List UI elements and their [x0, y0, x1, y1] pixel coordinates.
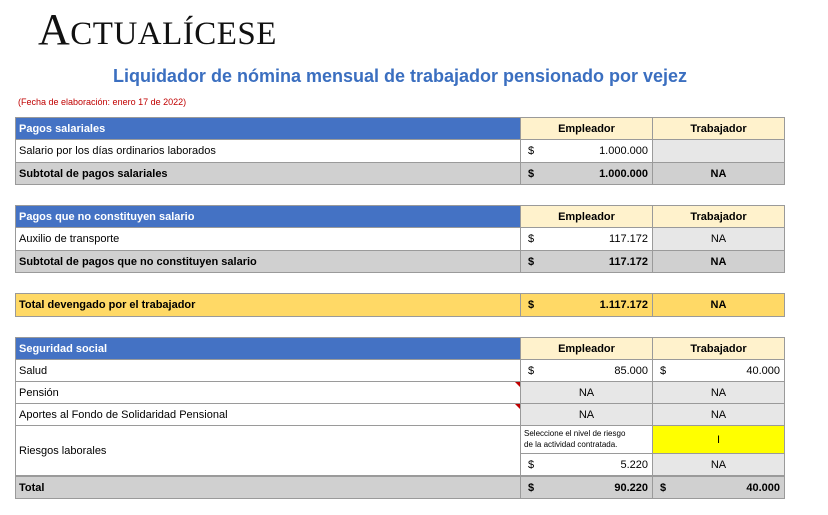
devengado-empleador: [520, 293, 653, 317]
no-salariales-header: Pagos que no constituyen salario: [15, 205, 521, 228]
riesgos-trabajador: NA: [652, 453, 785, 476]
pension-label-cell: [15, 381, 521, 404]
currency-sign: $: [528, 458, 535, 471]
no-salariales-col-trabajador: Trabajador: [652, 205, 785, 228]
salario-row: [15, 139, 785, 162]
currency-sign: $: [528, 233, 535, 245]
actualicese-logo: [38, 4, 277, 55]
salud-row: [15, 359, 785, 381]
salud-label: Salud: [15, 359, 521, 382]
comment-marker-icon[interactable]: [515, 382, 520, 387]
salario-empleador-cell[interactable]: [520, 139, 653, 163]
riesgos-empleador-stack: [520, 425, 653, 476]
devengado-empleador-value: 1.117.172: [599, 299, 648, 311]
auxilio-row: [15, 227, 785, 250]
no-salariales-subtotal-empleador: [520, 250, 653, 273]
currency-sign: $: [660, 364, 667, 377]
auxilio-trabajador: NA: [652, 227, 785, 251]
salariales-header-row: [15, 117, 785, 139]
fondo-label-cell: [15, 403, 521, 426]
salud-empleador-value: 85.000: [614, 364, 648, 377]
salario-label: Salario por los días ordinarios laborados: [15, 139, 521, 163]
salariales-col-empleador: Empleador: [520, 117, 653, 140]
salariales-subtotal-label: Subtotal de pagos salariales: [15, 162, 521, 185]
no-salariales-col-empleador: Empleador: [520, 205, 653, 228]
pension-label: Pensión: [19, 386, 59, 399]
auxilio-empleador-cell[interactable]: [520, 227, 653, 251]
total-row: [15, 476, 785, 498]
pension-row: [15, 381, 785, 403]
no-salariales-header-row: [15, 205, 785, 227]
logo-initial: A: [38, 5, 71, 54]
seguridad-col-trabajador: Trabajador: [652, 337, 785, 360]
no-salariales-subtotal-row: [15, 250, 785, 272]
no-salariales-subtotal-trabajador: NA: [652, 250, 785, 273]
salud-trabajador-cell[interactable]: [652, 359, 785, 382]
total-trabajador: [652, 476, 785, 499]
currency-sign: $: [528, 299, 535, 311]
riesgo-level-select[interactable]: I: [652, 425, 785, 454]
riesgos-row: [15, 425, 785, 476]
pension-empleador: NA: [520, 381, 653, 404]
salario-empleador-value: 1.000.000: [599, 145, 648, 157]
elaboration-date: (Fecha de elaboración: enero 17 de 2022): [18, 97, 187, 107]
currency-sign: $: [660, 481, 667, 494]
salario-trabajador-cell: [652, 139, 785, 163]
comment-marker-icon[interactable]: [515, 404, 520, 409]
total-trabajador-value: 40.000: [746, 481, 780, 494]
currency-sign: $: [528, 364, 535, 377]
salariales-col-trabajador: Trabajador: [652, 117, 785, 140]
currency-sign: $: [528, 167, 535, 180]
auxilio-empleador-value: 117.172: [609, 233, 648, 245]
salariales-subtotal-empleador-value: 1.000.000: [599, 167, 648, 180]
salariales-subtotal-row: [15, 162, 785, 184]
fondo-row: [15, 403, 785, 425]
riesgos-empleador-value: 5.220: [620, 458, 648, 471]
riesgos-hint-line2: de la actividad contratada.: [524, 440, 618, 449]
currency-sign: $: [528, 255, 535, 268]
riesgos-hint: [520, 425, 653, 454]
salariales-header: Pagos salariales: [15, 117, 521, 140]
auxilio-label: Auxilio de transporte: [15, 227, 521, 251]
salariales-subtotal-empleador: [520, 162, 653, 185]
page-title: Liquidador de nómina mensual de trabajador pensionado por vejez: [112, 66, 688, 86]
fondo-label: Aportes al Fondo de Solidaridad Pensional: [19, 408, 228, 421]
total-label: Total: [15, 476, 521, 499]
riesgos-empleador-cell: [520, 453, 653, 476]
currency-sign: $: [528, 145, 535, 157]
fondo-trabajador: NA: [652, 403, 785, 426]
riesgos-label: Riesgos laborales: [15, 425, 521, 476]
no-salariales-subtotal-label: Subtotal de pagos que no constituyen salario: [15, 250, 521, 273]
salud-empleador-cell[interactable]: [520, 359, 653, 382]
fondo-empleador: NA: [520, 403, 653, 426]
devengado-row: [15, 293, 785, 316]
riesgos-hint-line1: Seleccione el nivel de riesgo: [524, 429, 626, 438]
seguridad-header: Seguridad social: [15, 337, 521, 360]
salud-trabajador-value: 40.000: [746, 364, 780, 377]
total-empleador: [520, 476, 653, 499]
pension-trabajador: NA: [652, 381, 785, 404]
logo-rest: CTUALÍCESE: [70, 16, 277, 52]
devengado-trabajador: NA: [652, 293, 785, 317]
devengado-label: Total devengado por el trabajador: [15, 293, 521, 317]
total-empleador-value: 90.220: [614, 481, 648, 494]
salariales-subtotal-trabajador: NA: [652, 162, 785, 185]
seguridad-header-row: [15, 337, 785, 359]
no-salariales-subtotal-empleador-value: 117.172: [608, 255, 648, 268]
riesgos-trabajador-stack: [652, 425, 785, 476]
currency-sign: $: [528, 481, 535, 494]
seguridad-col-empleador: Empleador: [520, 337, 653, 360]
